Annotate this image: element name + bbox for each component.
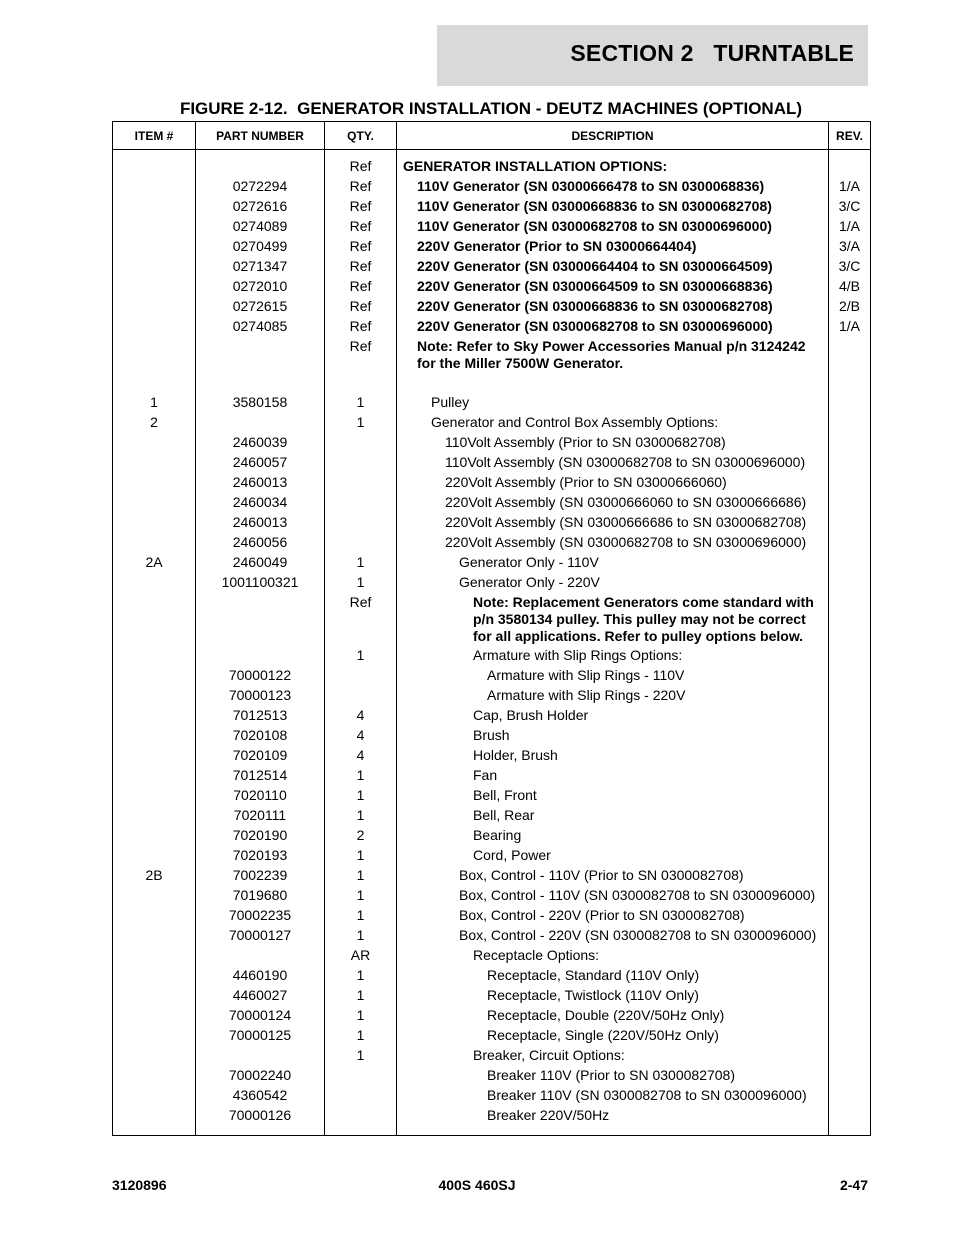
cell-item-number <box>113 905 196 925</box>
cell-part-number: 70000122 <box>196 665 325 685</box>
cell-item-number <box>113 492 196 512</box>
cell-item-number <box>113 1005 196 1025</box>
cell-part-number: 3580158 <box>196 392 325 412</box>
table-spacer-row <box>113 372 871 392</box>
cell-quantity <box>325 452 397 472</box>
cell-part-number: 4360542 <box>196 1085 325 1105</box>
cell-revision <box>829 1025 871 1045</box>
cell-item-number <box>113 176 196 196</box>
cell-revision <box>829 705 871 725</box>
cell-item-number <box>113 765 196 785</box>
cell-description: 220V Generator (SN 03000664404 to SN 03000664509) <box>397 256 829 276</box>
cell-description: 220V Generator (SN 03000668836 to SN 03000682708) <box>397 296 829 316</box>
cell-part-number: 7012513 <box>196 705 325 725</box>
cell-part-number <box>196 336 325 372</box>
cell-description: Bearing <box>397 825 829 845</box>
cell-quantity: 1 <box>325 905 397 925</box>
table-row <box>113 1045 871 1065</box>
cell-quantity: 1 <box>325 845 397 865</box>
cell-quantity <box>325 432 397 452</box>
cell-item-number <box>113 705 196 725</box>
cell-part-number <box>196 945 325 965</box>
cell-item-number <box>113 256 196 276</box>
cell-part-number <box>196 1045 325 1065</box>
cell-item-number <box>113 452 196 472</box>
cell-revision <box>829 765 871 785</box>
cell-item-number <box>113 805 196 825</box>
cell-revision <box>829 845 871 865</box>
table-row <box>113 925 871 945</box>
cell-description: Generator Only - 220V <box>397 572 829 592</box>
cell-quantity: Ref <box>325 256 397 276</box>
cell-description: 220V Generator (SN 03000664509 to SN 03000668836) <box>397 276 829 296</box>
cell-part-number: 0270499 <box>196 236 325 256</box>
column-header-rev: REV. <box>829 122 871 150</box>
cell-part-number: 0272294 <box>196 176 325 196</box>
table-row <box>113 472 871 492</box>
cell-quantity: 2 <box>325 825 397 845</box>
cell-quantity: 1 <box>325 805 397 825</box>
cell-description: Breaker, Circuit Options: <box>397 1045 829 1065</box>
cell-item-number <box>113 216 196 236</box>
cell-quantity <box>325 532 397 552</box>
cell-revision <box>829 592 871 645</box>
cell-revision <box>829 785 871 805</box>
cell-part-number: 2460034 <box>196 492 325 512</box>
cell-item-number <box>113 236 196 256</box>
column-header-qty: QTY. <box>325 122 397 150</box>
cell-quantity: 1 <box>325 965 397 985</box>
cell-revision <box>829 925 871 945</box>
cell-item-number <box>113 532 196 552</box>
table-row <box>113 865 871 885</box>
cell-revision <box>829 532 871 552</box>
cell-item-number: 2 <box>113 412 196 432</box>
cell-part-number: 2460056 <box>196 532 325 552</box>
cell-revision <box>829 1045 871 1065</box>
cell-description: Cap, Brush Holder <box>397 705 829 725</box>
cell-part-number: 4460027 <box>196 985 325 1005</box>
cell-quantity: 1 <box>325 412 397 432</box>
cell-item-number <box>113 1045 196 1065</box>
cell-part-number: 7019680 <box>196 885 325 905</box>
table-row <box>113 1105 871 1136</box>
cell-quantity <box>325 1105 397 1136</box>
cell-item-number <box>113 432 196 452</box>
cell-part-number: 4460190 <box>196 965 325 985</box>
cell-description: Breaker 220V/50Hz <box>397 1105 829 1136</box>
cell-description: 220V Generator (Prior to SN 03000664404) <box>397 236 829 256</box>
cell-item-number <box>113 845 196 865</box>
table-row <box>113 256 871 276</box>
cell-description: 220V Generator (SN 03000682708 to SN 03000696000) <box>397 316 829 336</box>
cell-item-number <box>113 665 196 685</box>
cell-item-number <box>113 1085 196 1105</box>
cell-part-number: 2460039 <box>196 432 325 452</box>
cell-revision: 3/C <box>829 196 871 216</box>
cell-item-number <box>113 825 196 845</box>
cell-revision <box>829 805 871 825</box>
cell-quantity: Ref <box>325 236 397 256</box>
table-row <box>113 572 871 592</box>
table-row <box>113 945 871 965</box>
cell-part-number: 0274089 <box>196 216 325 236</box>
parts-table-body <box>113 150 871 1136</box>
cell-quantity <box>325 1085 397 1105</box>
cell-revision <box>829 150 871 177</box>
cell-item-number <box>113 296 196 316</box>
cell-revision: 4/B <box>829 276 871 296</box>
cell-revision <box>829 452 871 472</box>
cell-description: Brush <box>397 725 829 745</box>
cell-quantity: Ref <box>325 150 397 177</box>
cell-part-number: 7020111 <box>196 805 325 825</box>
table-row <box>113 805 871 825</box>
cell-item-number <box>113 785 196 805</box>
cell-description: Box, Control - 220V (Prior to SN 0300082708) <box>397 905 829 925</box>
cell-revision <box>829 885 871 905</box>
cell-description: GENERATOR INSTALLATION OPTIONS: <box>397 150 829 177</box>
table-row <box>113 885 871 905</box>
cell-revision <box>829 1005 871 1025</box>
cell-quantity: 1 <box>325 1025 397 1045</box>
cell-item-number <box>113 572 196 592</box>
cell-quantity: 1 <box>325 865 397 885</box>
table-row <box>113 296 871 316</box>
cell-quantity: 1 <box>325 1045 397 1065</box>
cell-description: Breaker 110V (SN 0300082708 to SN 0300096000) <box>397 1085 829 1105</box>
cell-description: 220Volt Assembly (Prior to SN 03000666060) <box>397 472 829 492</box>
cell-item-number <box>113 472 196 492</box>
cell-quantity: 1 <box>325 552 397 572</box>
cell-revision <box>829 512 871 532</box>
cell-quantity: AR <box>325 945 397 965</box>
cell-revision <box>829 905 871 925</box>
cell-part-number: 70000125 <box>196 1025 325 1045</box>
cell-item-number <box>113 925 196 945</box>
figure-title: FIGURE 2-12. GENERATOR INSTALLATION - DEUTZ MACHINES (OPTIONAL) <box>179 99 803 118</box>
table-row <box>113 316 871 336</box>
cell-part-number: 0274085 <box>196 316 325 336</box>
cell-description: Box, Control - 110V (Prior to SN 0300082708) <box>397 865 829 885</box>
cell-description: Generator Only - 110V <box>397 552 829 572</box>
cell-quantity: Ref <box>325 296 397 316</box>
cell-quantity <box>325 685 397 705</box>
cell-description: 220Volt Assembly (SN 03000682708 to SN 03000696000) <box>397 532 829 552</box>
table-row <box>113 512 871 532</box>
table-header-row <box>113 122 871 150</box>
cell-revision: 1/A <box>829 216 871 236</box>
cell-revision <box>829 572 871 592</box>
cell-part-number <box>196 592 325 645</box>
parts-table <box>112 121 871 1136</box>
cell-revision <box>829 412 871 432</box>
cell-revision <box>829 745 871 765</box>
cell-part-number: 0272615 <box>196 296 325 316</box>
cell-quantity <box>325 665 397 685</box>
cell-quantity: Ref <box>325 276 397 296</box>
cell-revision <box>829 552 871 572</box>
cell-description: Bell, Front <box>397 785 829 805</box>
cell-part-number: 70000123 <box>196 685 325 705</box>
cell-item-number <box>113 885 196 905</box>
cell-revision: 3/C <box>829 256 871 276</box>
cell-item-number <box>113 512 196 532</box>
cell-item-number: 1 <box>113 392 196 412</box>
cell-part-number <box>196 150 325 177</box>
cell-item-number: 2B <box>113 865 196 885</box>
column-header-item: ITEM # <box>113 122 196 150</box>
cell-quantity: Ref <box>325 592 397 645</box>
cell-part-number: 70000124 <box>196 1005 325 1025</box>
cell-item-number <box>113 316 196 336</box>
cell-revision <box>829 985 871 1005</box>
cell-revision <box>829 492 871 512</box>
table-row <box>113 665 871 685</box>
section-banner <box>437 25 868 86</box>
cell-part-number: 7002239 <box>196 865 325 885</box>
cell-item-number <box>113 1105 196 1136</box>
cell-revision <box>829 825 871 845</box>
cell-part-number: 7012514 <box>196 765 325 785</box>
table-row <box>113 452 871 472</box>
cell-description: Armature with Slip Rings - 220V <box>397 685 829 705</box>
cell-part-number: 70000126 <box>196 1105 325 1136</box>
table-row <box>113 276 871 296</box>
table-row <box>113 336 871 372</box>
cell-description: Box, Control - 110V (SN 0300082708 to SN 0300096000) <box>397 885 829 905</box>
cell-revision: 3/A <box>829 236 871 256</box>
table-row <box>113 725 871 745</box>
cell-description: Receptacle, Double (220V/50Hz Only) <box>397 1005 829 1025</box>
footer-document-number: 3120896 <box>112 1177 167 1193</box>
cell-item-number <box>113 276 196 296</box>
table-row <box>113 705 871 725</box>
table-row <box>113 1025 871 1045</box>
cell-revision <box>829 685 871 705</box>
cell-description: Generator and Control Box Assembly Options: <box>397 412 829 432</box>
cell-description: Fan <box>397 765 829 785</box>
cell-item-number <box>113 592 196 645</box>
table-row <box>113 845 871 865</box>
cell-revision <box>829 1085 871 1105</box>
table-row <box>113 176 871 196</box>
cell-description: 110Volt Assembly (SN 03000682708 to SN 03000696000) <box>397 452 829 472</box>
cell-quantity: Ref <box>325 316 397 336</box>
cell-quantity: Ref <box>325 196 397 216</box>
cell-item-number <box>113 150 196 177</box>
cell-quantity: 1 <box>325 572 397 592</box>
cell-part-number: 7020193 <box>196 845 325 865</box>
cell-description: 110Volt Assembly (Prior to SN 03000682708) <box>397 432 829 452</box>
cell-part-number: 2460049 <box>196 552 325 572</box>
cell-item-number <box>113 965 196 985</box>
cell-quantity: Ref <box>325 176 397 196</box>
cell-item-number <box>113 1065 196 1085</box>
cell-revision: 1/A <box>829 176 871 196</box>
cell-item-number <box>113 745 196 765</box>
cell-description: Breaker 110V (Prior to SN 0300082708) <box>397 1065 829 1085</box>
table-row <box>113 765 871 785</box>
cell-description: Armature with Slip Rings Options: <box>397 645 829 665</box>
table-row <box>113 745 871 765</box>
cell-quantity: 1 <box>325 645 397 665</box>
cell-item-number <box>113 336 196 372</box>
cell-description: Receptacle Options: <box>397 945 829 965</box>
cell-quantity: 4 <box>325 725 397 745</box>
cell-quantity: 1 <box>325 885 397 905</box>
column-header-description: DESCRIPTION <box>397 122 829 150</box>
cell-part-number: 7020190 <box>196 825 325 845</box>
cell-item-number <box>113 725 196 745</box>
cell-part-number: 70002235 <box>196 905 325 925</box>
cell-part-number: 0272616 <box>196 196 325 216</box>
cell-revision <box>829 336 871 372</box>
cell-quantity: 4 <box>325 745 397 765</box>
table-row <box>113 532 871 552</box>
cell-quantity: Ref <box>325 216 397 236</box>
cell-part-number: 7020108 <box>196 725 325 745</box>
cell-quantity <box>325 512 397 532</box>
cell-part-number <box>196 645 325 665</box>
cell-description: Box, Control - 220V (SN 0300082708 to SN 0300096000) <box>397 925 829 945</box>
cell-description: Receptacle, Twistlock (110V Only) <box>397 985 829 1005</box>
cell-description: Receptacle, Standard (110V Only) <box>397 965 829 985</box>
table-row <box>113 552 871 572</box>
cell-revision <box>829 665 871 685</box>
cell-part-number: 2460057 <box>196 452 325 472</box>
footer-model: 400S 460SJ <box>438 1177 516 1193</box>
cell-description: Pulley <box>397 392 829 412</box>
table-row <box>113 412 871 432</box>
cell-quantity: Ref <box>325 336 397 372</box>
cell-part-number: 70000127 <box>196 925 325 945</box>
cell-revision <box>829 392 871 412</box>
table-row <box>113 825 871 845</box>
cell-item-number <box>113 196 196 216</box>
column-header-part-number: PART NUMBER <box>196 122 325 150</box>
cell-quantity <box>325 472 397 492</box>
cell-revision <box>829 472 871 492</box>
table-row <box>113 492 871 512</box>
cell-description: 220Volt Assembly (SN 03000666686 to SN 03000682708) <box>397 512 829 532</box>
cell-revision <box>829 945 871 965</box>
table-row <box>113 905 871 925</box>
cell-revision <box>829 865 871 885</box>
footer-page-number: 2-47 <box>839 1177 868 1193</box>
cell-description: Armature with Slip Rings - 110V <box>397 665 829 685</box>
cell-part-number: 1001100321 <box>196 572 325 592</box>
cell-part-number: 70002240 <box>196 1065 325 1085</box>
cell-part-number: 0271347 <box>196 256 325 276</box>
cell-description: 110V Generator (SN 03000682708 to SN 03000696000) <box>397 216 829 236</box>
cell-item-number <box>113 685 196 705</box>
cell-revision <box>829 1105 871 1136</box>
cell-quantity: 1 <box>325 765 397 785</box>
section-title: SECTION 2 TURNTABLE <box>570 40 854 66</box>
cell-quantity <box>325 1065 397 1085</box>
cell-revision: 2/B <box>829 296 871 316</box>
cell-quantity: 4 <box>325 705 397 725</box>
table-row <box>113 236 871 256</box>
cell-revision <box>829 725 871 745</box>
cell-item-number: 2A <box>113 552 196 572</box>
cell-quantity <box>325 492 397 512</box>
cell-description: Holder, Brush <box>397 745 829 765</box>
cell-quantity: 1 <box>325 785 397 805</box>
cell-part-number: 7020110 <box>196 785 325 805</box>
table-row <box>113 1085 871 1105</box>
table-row <box>113 216 871 236</box>
table-row <box>113 985 871 1005</box>
table-row <box>113 1065 871 1085</box>
cell-revision <box>829 1065 871 1085</box>
cell-description: 220Volt Assembly (SN 03000666060 to SN 03000666686) <box>397 492 829 512</box>
table-row <box>113 432 871 452</box>
table-row <box>113 785 871 805</box>
cell-description: 110V Generator (SN 03000668836 to SN 03000682708) <box>397 196 829 216</box>
cell-part-number: 2460013 <box>196 472 325 492</box>
cell-part-number <box>196 412 325 432</box>
table-row <box>113 965 871 985</box>
cell-part-number: 2460013 <box>196 512 325 532</box>
cell-description: Note: Replacement Generators come standard with p/n 3580134 pulley. This pulley may not be correct for all applications. Refer to pulley options below. <box>397 592 829 645</box>
cell-item-number <box>113 645 196 665</box>
cell-item-number <box>113 985 196 1005</box>
cell-item-number <box>113 1025 196 1045</box>
cell-quantity: 1 <box>325 985 397 1005</box>
cell-description: Bell, Rear <box>397 805 829 825</box>
cell-description: Note: Refer to Sky Power Accessories Manual p/n 3124242 for the Miller 7500W Generator. <box>397 336 829 372</box>
cell-revision <box>829 965 871 985</box>
table-row <box>113 1005 871 1025</box>
table-row <box>113 685 871 705</box>
table-row <box>113 392 871 412</box>
cell-description: 110V Generator (SN 03000666478 to SN 0300068836) <box>397 176 829 196</box>
table-row <box>113 592 871 645</box>
cell-description: Receptacle, Single (220V/50Hz Only) <box>397 1025 829 1045</box>
cell-quantity: 1 <box>325 392 397 412</box>
cell-revision <box>829 432 871 452</box>
cell-part-number: 0272010 <box>196 276 325 296</box>
table-row <box>113 150 871 177</box>
table-row <box>113 196 871 216</box>
cell-item-number <box>113 945 196 965</box>
cell-quantity: 1 <box>325 925 397 945</box>
table-row <box>113 645 871 665</box>
cell-revision <box>829 645 871 665</box>
cell-quantity: 1 <box>325 1005 397 1025</box>
cell-description: Cord, Power <box>397 845 829 865</box>
cell-part-number: 7020109 <box>196 745 325 765</box>
cell-revision: 1/A <box>829 316 871 336</box>
